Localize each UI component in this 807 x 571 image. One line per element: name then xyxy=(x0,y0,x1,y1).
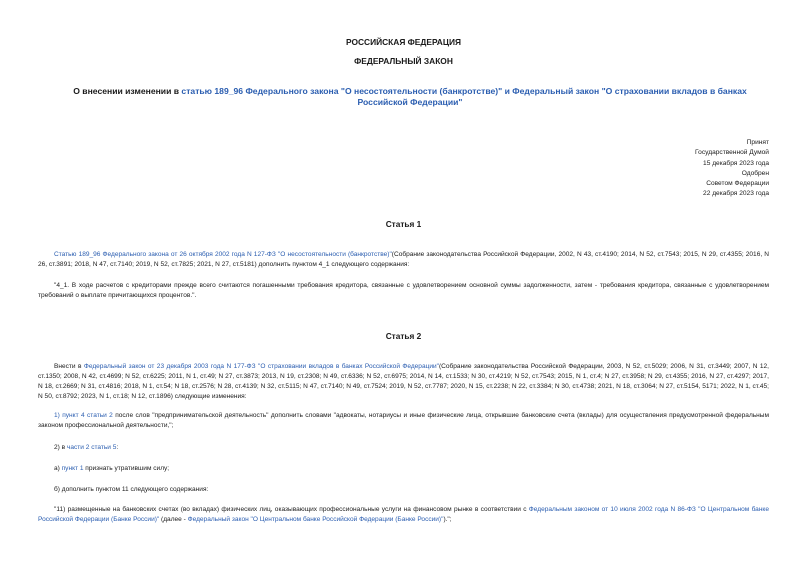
link-central-bank-law-short[interactable]: Федеральный закон "О Центральном банке Российской Федерации (Банке России)" xyxy=(187,516,444,524)
adoption-line: 15 декабря 2023 года xyxy=(703,159,769,167)
subitem-a-suffix: признать утратившим силу; xyxy=(83,465,170,472)
document-title xyxy=(60,86,760,108)
adoption-line: Принят xyxy=(746,139,769,146)
article-2-item-2 xyxy=(38,443,769,453)
link-article-189-96[interactable]: Статью 189_96 Федерального закона от 26 октября 2002 года N 127-ФЗ "О несостоятельности (банкротстве)" xyxy=(54,251,392,258)
article-2-item-11 xyxy=(38,505,769,525)
link-point-1[interactable]: пункт 1 xyxy=(61,465,84,472)
adoption-line: Советом Федерации xyxy=(706,180,769,188)
article-2-item-1-text: после слов "предпринимательской деятельность" дополнить словами "адвокаты, нотариусы и иные физические лица, открывшие банковские счета (вклады) для осуществления предусмотренной федеральным законом профессиональной деятельности,"; xyxy=(38,412,769,430)
link-point-4-article-2[interactable]: 1) пункт 4 статьи 2 xyxy=(54,412,113,419)
item-11-middle: (далее - xyxy=(159,516,188,524)
article-2-subitem-b: б) дополнить пунктом 11 следующего содержания: xyxy=(54,486,209,493)
adoption-block xyxy=(695,138,769,200)
item-11-suffix: )."; xyxy=(443,516,452,524)
article-2-item-1 xyxy=(38,411,769,431)
article-1-paragraph-1 xyxy=(38,250,769,270)
adoption-line: Государственной Думой xyxy=(695,149,769,157)
article-1-paragraph-2: "4_1. В ходе расчетов с кредиторами прежде всего считаются погашенными требования кредитора, связанные с удовлетворением основной суммы задолженности, затем - требования кредитора, связанные с удовлетворением требований о выплате причитающихся процентов.". xyxy=(38,282,769,300)
article-2-item-2-suffix: : xyxy=(116,444,119,451)
article-2-paragraph-1 xyxy=(38,362,769,402)
article-1-paragraph-1-text: (Собрание законодательства Российской Федерации, 2002, N 43, ст.4190; 2014, N 52, ст.7543; 2015, N 29, ст.4355; 2016, N 26, ст.3891; 2018, N 47, ст.7140; 2019, N 52, ст.7825; 2021, N 27, ст.5181) дополнить пунктом 4_1 следующего содержания: xyxy=(38,251,770,269)
law-type-heading: ФЕДЕРАЛЬНЫЙ ЗАКОН xyxy=(354,56,453,66)
subitem-a-prefix: а) xyxy=(54,465,62,472)
title-link-deposit-insurance-law[interactable]: и Федеральный закон "О страховании вкладов в банках Российской Федерации" xyxy=(357,86,747,107)
article-2-paragraph-1-prefix: Внести в xyxy=(54,363,84,370)
link-deposit-insurance-law[interactable]: Федеральный закон от 23 декабря 2003 года N 177-ФЗ "О страховании вкладов в банках Российской Федерации" xyxy=(83,363,439,370)
link-part-2-article-5[interactable]: части 2 статьи 5 xyxy=(66,444,117,451)
adoption-line: 22 декабря 2023 года xyxy=(703,190,769,198)
article-2-item-2-prefix: 2) в xyxy=(54,444,67,451)
title-prefix: О внесении изменении в xyxy=(73,86,182,96)
adoption-line: Одобрен xyxy=(741,169,769,177)
link-central-bank-law[interactable]: Федеральным законом от 10 июля 2002 года N 86-ФЗ "О Центральном банке Российской Федерации (Банке России)" xyxy=(38,506,770,524)
article-2-heading: Статья 2 xyxy=(385,331,422,341)
article-2-paragraph-1-text: (Собрание законодательства Российской Федерации, 2003, N 52, ст.5029; 2006, N 31, ст.3449; 2007, N 12, ст.1350; 2008, N 42, ст.4699; N 52, ст.6225; 2011, N 1, ст.49; N 27, ст.3873; 2013, N 19, ст.2308; N 49, ст.6336; N 52, ст.6975; 2014, N 14, ст.1533; N 30, ст.4219; N 52, ст.7543; 2015, N 1, ст.4; N 27, ст.3958; N 29, ст.4355; 2016, N 27, ст.4297; 2017, N 18, ст.2669; N 31, ст.4816; 2018, N 1, ст.54; N 18, ст.2576; N 28, ст.4139; N 32, ст.5115; N 47, ст.7140; N 49, ст.7524; 2019, N 52, ст.7787; 2020, N 15, ст.2238; N 22, ст.3384; N 30, ст.4738; 2021, N 18, ст.3064; N 27, ст.5154, 5171; 2022, N 1, ст.45; N 50, ст.8792; 2023, N 1, ст.18; N 12, ст.1896) следующие изменения: xyxy=(38,363,769,401)
item-11-prefix: "11) размещенные на банковских счетах (во вкладах) физических лиц, оказывающих профессиональные услуги на финансовом рынке в соответствии с xyxy=(54,506,529,513)
country-heading: РОССИЙСКАЯ ФЕДЕРАЦИЯ xyxy=(345,37,462,47)
title-link-bankruptcy-law[interactable]: статью 189_96 Федерального закона "О несостоятельности (банкротстве)" xyxy=(181,86,503,96)
article-2-subitem-a xyxy=(38,464,769,474)
article-1-heading: Статья 1 xyxy=(385,219,422,229)
